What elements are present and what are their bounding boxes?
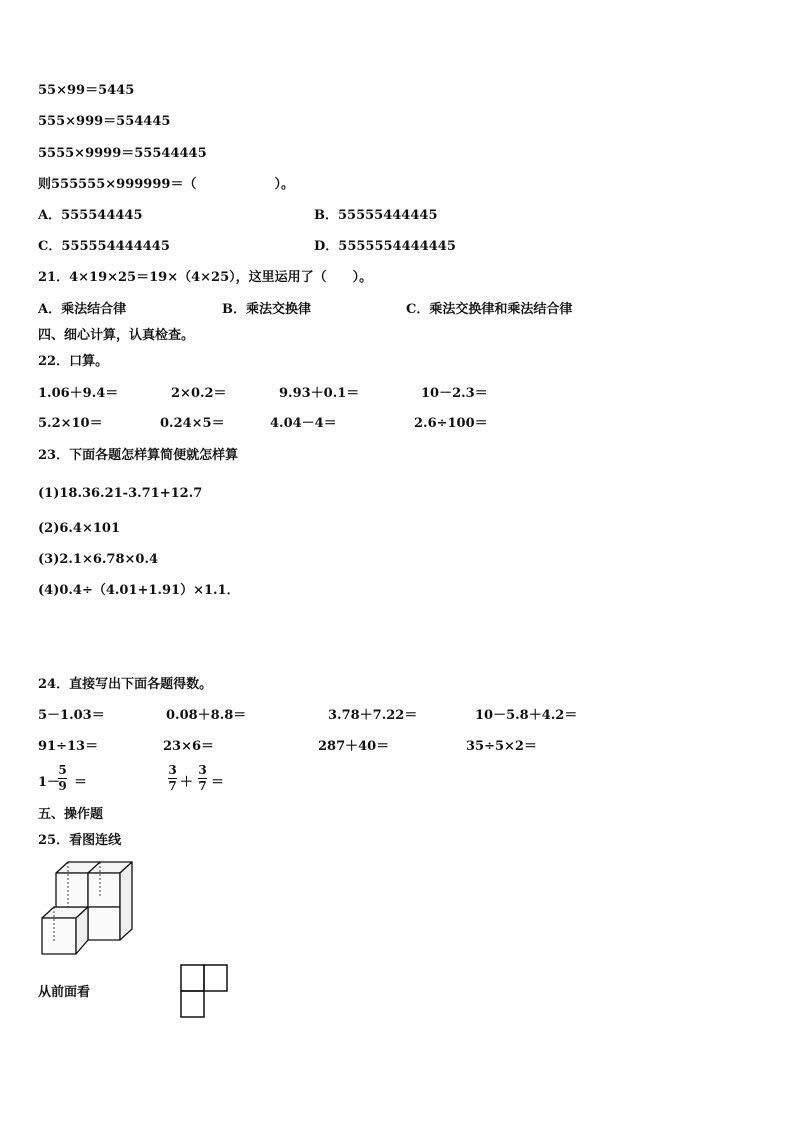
q24-frac2-left	[168, 764, 177, 793]
q22-r2-c1: 5.2×10＝	[38, 416, 103, 431]
q24-frac1-whole: 1－	[38, 775, 61, 790]
q24-r1-c3: 3.78＋7.22＝	[328, 708, 418, 723]
q20-option-d[interactable]: D．5555554444445	[314, 239, 456, 254]
q24-frac1-denominator: 9	[58, 779, 67, 793]
q20-option-a[interactable]: A．555544445	[38, 208, 143, 223]
q22-r1-c3: 9.93＋0.1＝	[279, 386, 360, 401]
q24-r2-c4: 35÷5×2＝	[466, 739, 537, 754]
q24-frac1-numerator: 5	[58, 763, 67, 777]
q21-stem: 21．4×19×25＝19×（4×25），这里运用了（ ）。	[38, 270, 373, 285]
section-5-title: 五、操作题	[38, 807, 104, 822]
q24-frac1	[58, 764, 67, 793]
q24-r2-c2: 23×6＝	[163, 739, 215, 754]
q20-option-c[interactable]: C．555554444445	[38, 239, 170, 254]
q20-option-b[interactable]: B．55555444445	[314, 208, 438, 223]
q21-option-b[interactable]: B．乘法交换律	[222, 302, 311, 317]
q23-item-4: (4)0.4÷（4.01+1.91）×1.1．	[38, 583, 240, 598]
q22-stem: 22．口算。	[38, 354, 109, 369]
q20-line-2: 555×999＝554445	[38, 114, 171, 129]
q24-frac2-numerator-1: 3	[168, 763, 177, 777]
q24-frac2-denominator-1: 7	[168, 779, 177, 793]
q23-item-1: (1)18.36.21-3.71+12.7	[38, 486, 203, 501]
q22-r2-c2: 0.24×5＝	[160, 416, 225, 431]
q22-r1-c1: 1.06＋9.4＝	[38, 386, 119, 401]
q22-r2-c3: 4.04－4＝	[270, 416, 337, 431]
q25-stem: 25．看图连线	[38, 833, 122, 848]
q21-option-c[interactable]: C．乘法交换律和乘法结合律	[406, 302, 573, 317]
q24-frac2-right	[198, 764, 207, 793]
q22-r1-c2: 2×0.2＝	[171, 386, 227, 401]
front-view-grid[interactable]	[180, 964, 230, 1018]
cube-stack-figure	[38, 858, 138, 958]
q24-r2-c3: 287＋40＝	[318, 739, 390, 754]
q20-question: 则555555×999999＝（ ）。	[38, 177, 294, 192]
q24-frac2-equals: ＝	[211, 775, 225, 790]
q20-line-1: 55×99＝5445	[38, 83, 135, 98]
q24-r1-c1: 5－1.03＝	[38, 708, 105, 723]
section-4-title: 四、细心计算，认真检查。	[38, 328, 195, 343]
q23-item-2: (2)6.4×101	[38, 521, 120, 536]
q25-view-label: 从前面看	[38, 985, 91, 1000]
q24-stem: 24．直接写出下面各题得数。	[38, 677, 213, 692]
q24-frac2-plus: ＋	[180, 775, 194, 790]
q23-stem: 23．下面各题怎样算简便就怎样算	[38, 448, 239, 463]
q22-r1-c4: 10－2.3＝	[421, 386, 488, 401]
q24-frac2-numerator-2: 3	[198, 763, 207, 777]
q24-frac2-denominator-2: 7	[198, 779, 207, 793]
q24-r1-c2: 0.08＋8.8＝	[166, 708, 247, 723]
q24-frac1-equals: ＝	[74, 775, 88, 790]
q24-r1-c4: 10－5.8＋4.2＝	[475, 708, 578, 723]
q21-option-a[interactable]: A．乘法结合律	[38, 302, 127, 317]
q22-r2-c4: 2.6÷100＝	[414, 416, 488, 431]
q20-line-3: 5555×9999＝55544445	[38, 146, 207, 161]
q24-r2-c1: 91÷13＝	[38, 739, 99, 754]
q23-item-3: (3)2.1×6.78×0.4	[38, 552, 159, 567]
